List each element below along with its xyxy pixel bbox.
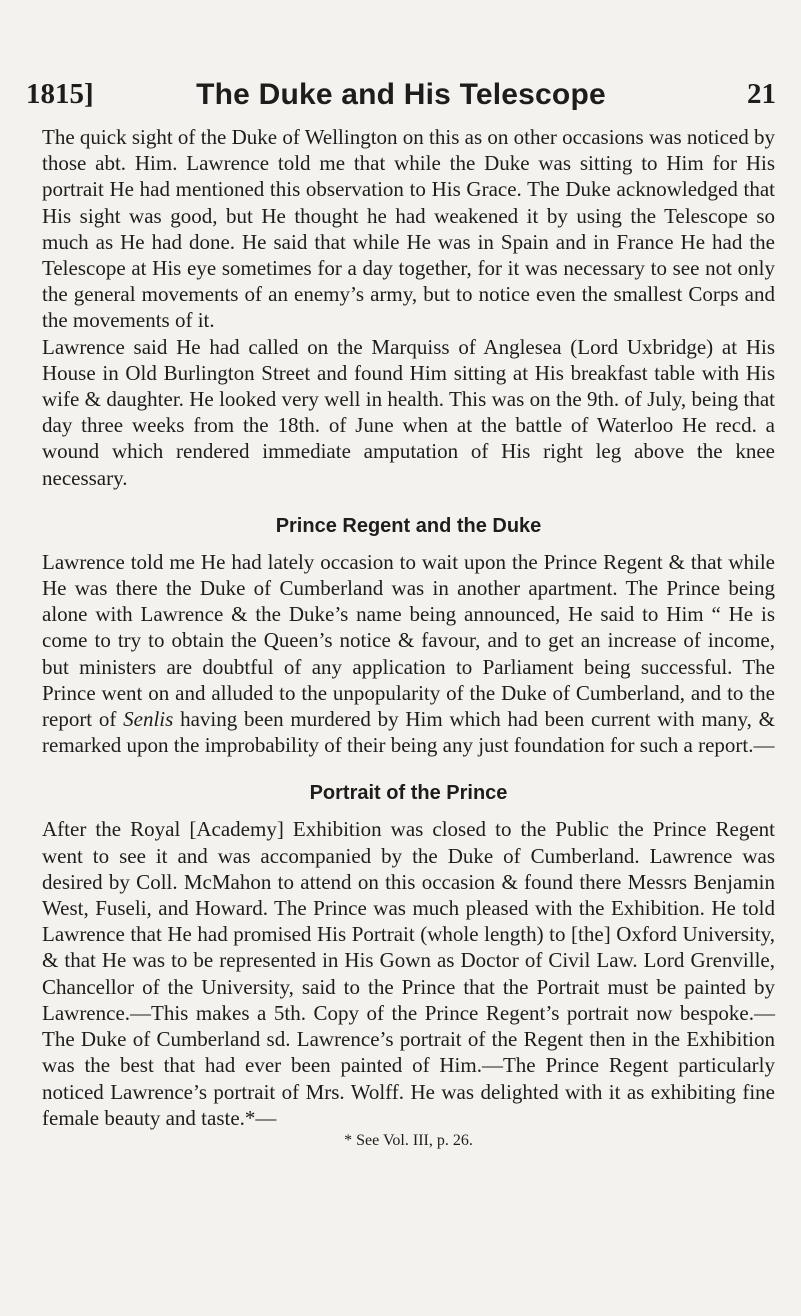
paragraph-exhibition: After the Royal [Academy] Exhibition was closed to the Public the Prince Regent went to see it and was accompanied by the Duke of Cumberland. Lawrence was desired by Coll. McMahon to attend on this occasion & found there Messrs Benjamin West, Fuseli, and Howard. The Prince was much pleased with the Exhibition. He told Lawrence that He had promised His Portrait (whole length) to [the] Oxford University, & that He was to be represented in His Gown as Doctor of Civil Law. Lord Grenville, Chancellor of the University, said to the Prince that the Portrait must be painted by Lawrence.—This makes a 5th. Copy of the Prince Regent’s portrait now bespoke.—The Duke of Cumberland sd. Lawrence’s portrait of the Regent then in the Exhibition was the best that had ever been painted of Him.—The Prince Regent particularly noticed Lawrence’s portrait of Mrs. Wolff. He was delighted with it as exhibiting fine female beauty and taste.*— bbox=[42, 817, 775, 1130]
page-number: 21 bbox=[747, 78, 776, 110]
paragraph-anglesea: Lawrence said He had called on the Marquiss of Anglesea (Lord Uxbridge) at His House in Old Burlington Street and found Him sitting at His breakfast table with His wife & daughter. He looked very well in health. This was on the 9th. of July, being that day three weeks from the 18th. of June when at the battle of Waterloo He recd. a wound which rendered immediate amputation of His right leg above the knee necessary. bbox=[42, 334, 775, 490]
header-title: The Duke and His Telescope bbox=[196, 78, 606, 111]
section-heading-portrait: Portrait of the Prince bbox=[309, 782, 508, 805]
paragraph-telescope: The quick sight of the Duke of Wellington on this as on other occasions was noticed by those abt. Him. Lawrence told me that while the Duke was sitting to Him for His portrait He had mentioned this observation to His Grace. The Duke acknowledged that His sight was good, but He thought he had weakened it by using the Telescope so much as He had done. He said that while He was in Spain and in France He had the Telescope at His eye sometimes for a day together, for it was necessary to see not only the general movements of an enemy’s army, but to notice even the smallest Corps and the movements of it. bbox=[42, 125, 775, 333]
section-heading-prince-regent: Prince Regent and the Duke bbox=[275, 514, 542, 537]
page-body bbox=[42, 124, 775, 1151]
header-year: 1815] bbox=[26, 78, 94, 110]
paragraph-cumberland-text-2: having been murdered by Him which had been current with many, & remarked upon the improbability of their being any just foundation for such a report.— bbox=[42, 707, 775, 758]
paragraph-cumberland bbox=[42, 549, 775, 759]
paragraph-cumberland-text-1: Lawrence told me He had lately occasion to wait upon the Prince Regent & that while He was there the Duke of Cumberland was in another apartment. The Prince being alone with Lawrence & the Duke’s name being announced, He said to Him “ He is come to try to obtain the Queen’s notice & favour, and to get an increase of income, but ministers are doubtful of any application to Parliament being successful. The Prince went on and alluded to the unpopularity of the Duke of Cumberland, and to the report of bbox=[42, 549, 775, 732]
running-header bbox=[26, 78, 776, 122]
italic-senlis: Senlis bbox=[123, 707, 174, 732]
footnote: * See Vol. III, p. 26. bbox=[344, 1131, 473, 1149]
